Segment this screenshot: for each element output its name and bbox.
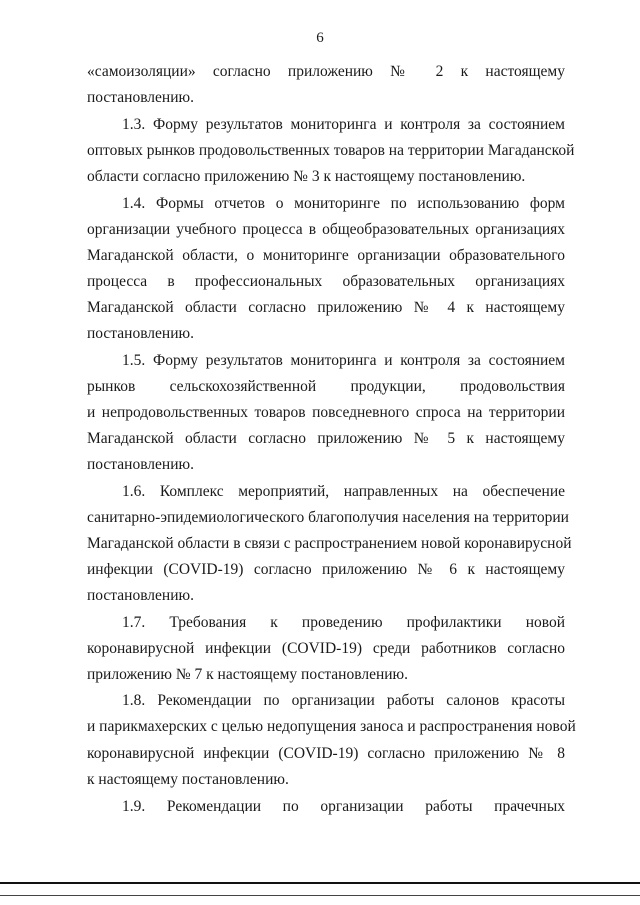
text-line: инфекции (COVID-19) согласно приложению № 6 к настоящему: [87, 561, 565, 578]
text-line: 1.4. Формы отчетов о мониторинге по использованию форм: [122, 195, 565, 212]
text-line: 1.5. Форму результатов мониторинга и контроля за состоянием: [122, 352, 565, 369]
text-line: 1.8. Рекомендации по организации работы салонов красоты: [122, 692, 565, 709]
text-line: 1.6. Комплекс мероприятий, направленных на обеспечение: [122, 483, 565, 500]
text-line: приложению № 7 к настоящему постановлению.: [87, 666, 408, 683]
text-line: Магаданской области в связи с распространением новой коронавирусной: [87, 535, 572, 552]
text-line: постановлению.: [87, 587, 194, 604]
text-line: и непродовольственных товаров повседневного спроса на территории: [87, 404, 565, 421]
text-line: рынков сельскохозяйственной продукции, продовольствия: [87, 378, 565, 395]
text-line: Магаданской области согласно приложению № 5 к настоящему: [87, 430, 565, 447]
text-line: постановлению.: [87, 456, 194, 473]
text-line: 1.3. Форму результатов мониторинга и контроля за состоянием: [122, 116, 565, 133]
text-line: к настоящему постановлению.: [87, 771, 289, 788]
text-line: Магаданской области согласно приложению № 4 к настоящему: [87, 299, 565, 316]
text-line: 1.7. Требования к проведению профилактики новой: [122, 614, 565, 631]
text-line: Магаданской области, о мониторинге организации образовательного: [87, 247, 565, 264]
text-line: постановлению.: [87, 325, 194, 342]
text-line: санитарно-эпидемиологического благополучия населения на территории: [87, 509, 569, 526]
bottom-scan-border: [0, 882, 640, 884]
text-line: 1.9. Рекомендации по организации работы прачечных: [122, 798, 565, 815]
text-line: постановлению.: [87, 89, 194, 106]
text-line: области согласно приложению № 3 к настоящему постановлению.: [87, 168, 526, 185]
text-line: коронавирусной инфекции (COVID-19) среди работников согласно: [87, 640, 565, 657]
page-number: 6: [316, 30, 324, 46]
text-line: оптовых рынков продовольственных товаров на территории Магаданской: [87, 142, 575, 159]
text-line: и парикмахерских с целью недопущения заноса и распространения новой: [87, 718, 576, 735]
text-line: процесса в профессиональных образовательных организациях: [87, 273, 565, 290]
bottom-scan-border-thin: [0, 895, 640, 896]
text-line: организации учебного процесса в общеобразовательных организациях: [87, 221, 565, 238]
text-line: коронавирусной инфекции (COVID-19) согласно приложению № 8: [87, 745, 565, 762]
text-line: «самоизоляции» согласно приложению № 2 к настоящему: [87, 63, 565, 80]
